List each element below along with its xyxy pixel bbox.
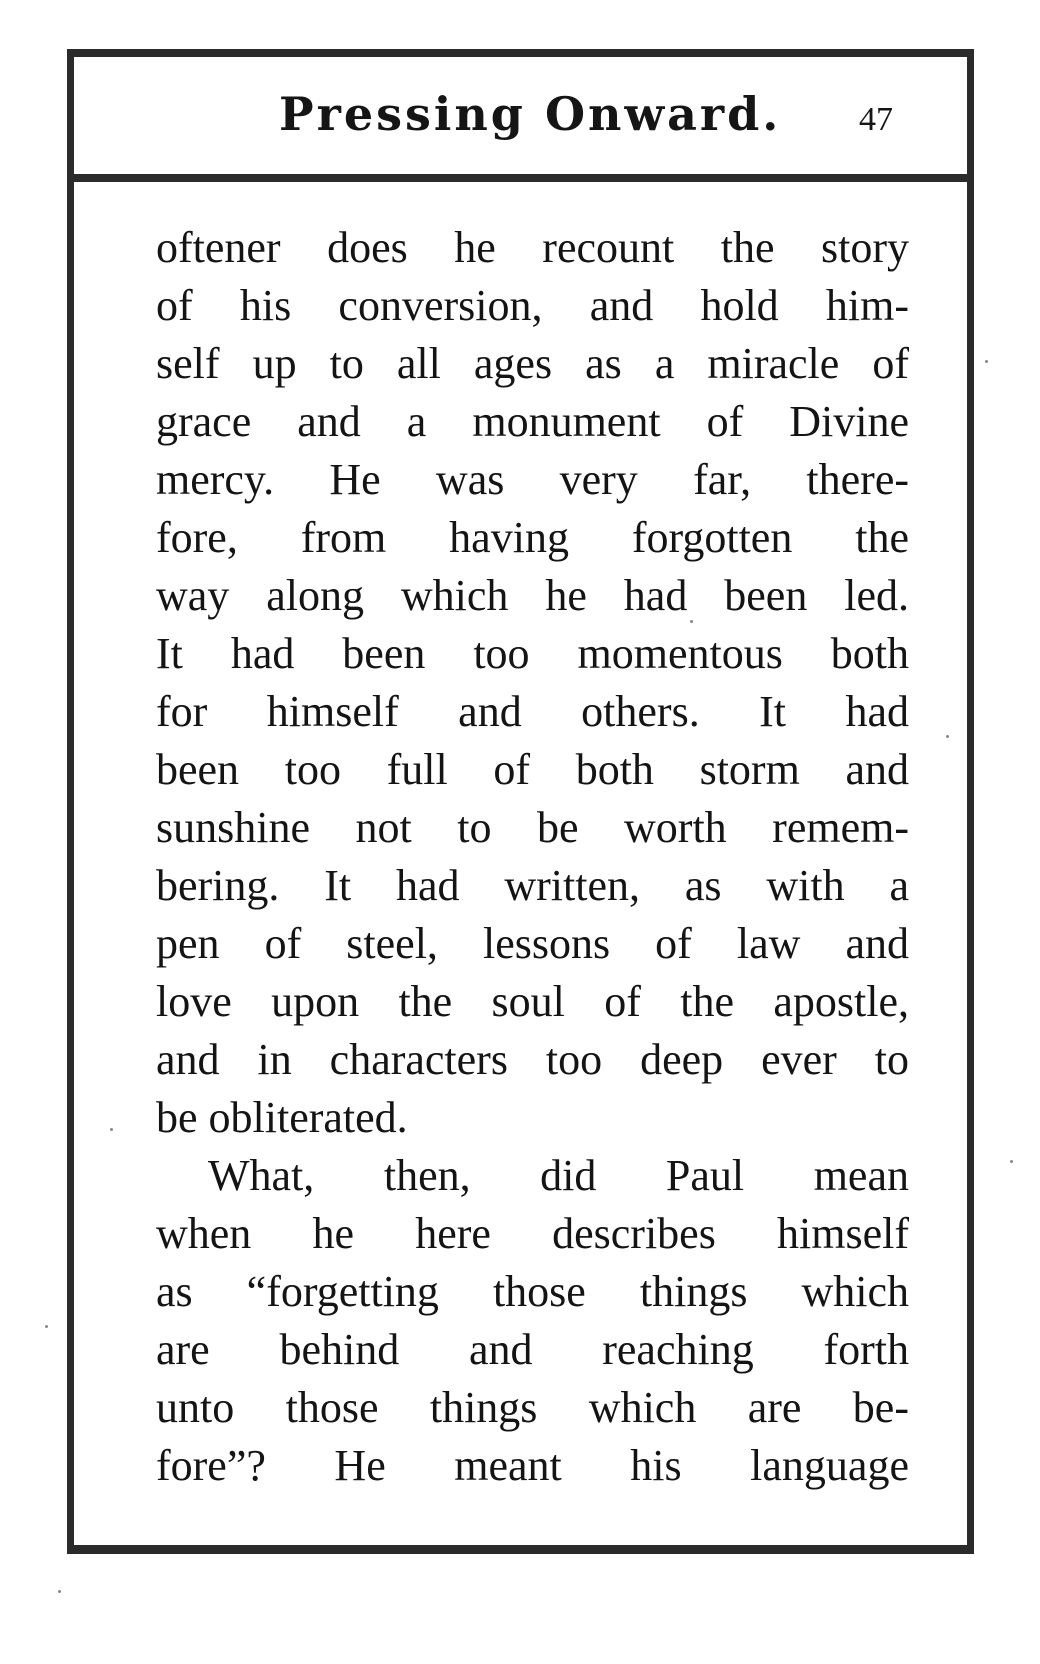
text-line: unto those things which are be-	[156, 1383, 909, 1432]
text-line: of his conversion, and hold him-	[156, 281, 909, 330]
text-line: way along which he had been led.	[156, 571, 909, 620]
text-line: when he here describes himself	[156, 1209, 909, 1258]
text-line: It had been too momentous both	[156, 629, 909, 678]
scan-speck	[58, 1590, 61, 1593]
running-title: Pressing Onward.	[279, 87, 782, 141]
text-line: love upon the soul of the apostle,	[156, 977, 909, 1026]
text-line: fore, from having forgotten the	[156, 513, 909, 562]
text-line: be obliterated.	[156, 1093, 408, 1142]
text-line: sunshine not to be worth remem-	[156, 803, 909, 852]
text-line: pen of steel, lessons of law and	[156, 919, 909, 968]
text-line: as “forgetting those things which	[156, 1267, 909, 1316]
page-frame	[67, 49, 974, 1554]
scan-speck	[946, 735, 949, 738]
text-line: and in characters too deep ever to	[156, 1035, 909, 1084]
text-line: mercy. He was very far, there-	[156, 455, 909, 504]
scan-speck	[1010, 1160, 1013, 1163]
body-text	[156, 219, 909, 1495]
text-line: fore”? He meant his language	[156, 1441, 909, 1490]
text-line: been too full of both storm and	[156, 745, 909, 794]
text-line: bering. It had written, as with a	[156, 861, 909, 910]
scan-speck	[985, 360, 988, 363]
running-header	[74, 57, 967, 182]
page-number: 47	[859, 101, 893, 138]
text-line: are behind and reaching forth	[156, 1325, 909, 1374]
scan-speck	[110, 1128, 113, 1131]
text-line: What, then, did Paul mean	[208, 1151, 909, 1200]
scan-speck	[690, 620, 693, 623]
text-line: for himself and others. It had	[156, 687, 909, 736]
text-line: self up to all ages as a miracle of	[156, 339, 909, 388]
scan-speck	[45, 1325, 48, 1328]
text-line: oftener does he recount the story	[156, 223, 909, 272]
text-line: grace and a monument of Divine	[156, 397, 909, 446]
